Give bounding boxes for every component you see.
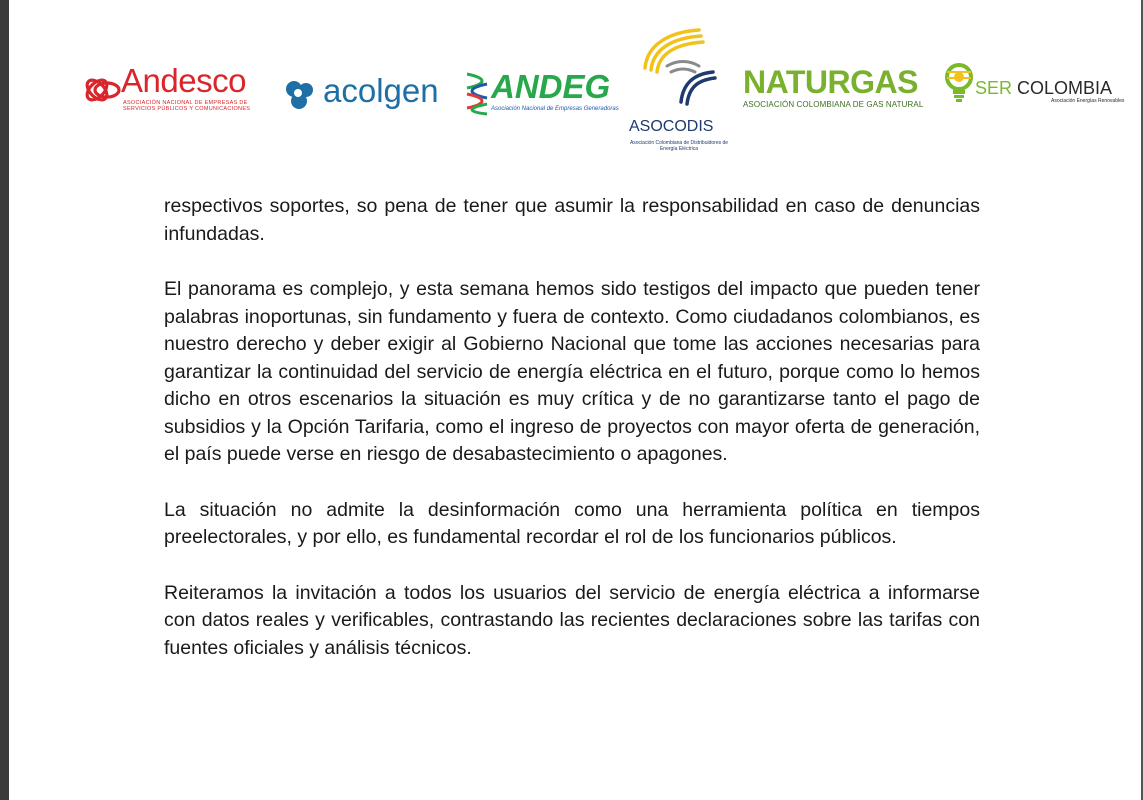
ser-colombia-logo bbox=[943, 62, 1133, 108]
andesco-name: Andesco bbox=[121, 62, 246, 99]
paragraph: Reiteramos la invitación a todos los usuarios del servicio de energía eléctrica a informarse con datos reales y verificables, contrastando las recientes declaraciones sobre las tarifas con fuentes oficiales y análisis técnicos. bbox=[164, 581, 980, 659]
paragraph: El panorama es complejo, y esta semana hemos sido testigos del impacto que pueden tener palabras inoportunas, sin fundamento y fuera de contexto. Como ciudadanos colombianos, es nuestro derecho y deber exigir al Gobierno Nacional que tome las acciones necesarias para garantizar la continuidad del servicio de energía eléctrica en el futuro, porque como lo hemos dicho en otros escenarios la situación es muy crítica y de no garantizarse tanto el pago de subsidios y la Opción Tarifaria, como el ingreso de proyectos con mayor oferta de generación, el país puede verse en riesgo de desabastecimiento o apagones. bbox=[164, 278, 980, 465]
acolgen-emblem-icon bbox=[283, 78, 319, 112]
andesco-logo bbox=[83, 62, 273, 116]
asocodis-subtitle: Asociación Colombiana de Distribuidores de Energía Eléctrica bbox=[629, 140, 729, 152]
ser-colombia-name bbox=[975, 78, 1112, 99]
andeg-logo bbox=[461, 70, 636, 120]
colombia-word: COLOMBIA bbox=[1012, 78, 1113, 98]
asocodis-name: ASOCODIS bbox=[629, 118, 714, 135]
ser-word: SER bbox=[975, 78, 1013, 98]
naturgas-subtitle: ASOCIACIÓN COLOMBIANA DE GAS NATURAL bbox=[743, 100, 924, 109]
acolgen-name: acolgen bbox=[323, 72, 439, 109]
andeg-spiral-icon bbox=[461, 70, 493, 116]
naturgas-name: NATURGAS bbox=[743, 64, 918, 100]
viewer-left-edge bbox=[0, 0, 9, 800]
andesco-subtitle: ASOCIACIÓN NACIONAL DE EMPRESAS DE SERVICIOS PÚBLICOS Y COMUNICACIONES bbox=[123, 100, 251, 112]
letter-body bbox=[164, 193, 980, 690]
paragraph: La situación no admite la desinformación como una herramienta política en tiempos preelectorales, y por ello, es fundamental recordar el rol de los funcionarios públicos. bbox=[164, 498, 980, 548]
paragraph: respectivos soportes, so pena de tener que asumir la responsabilidad en caso de denuncias infundadas. bbox=[164, 195, 980, 245]
acolgen-logo bbox=[283, 72, 453, 116]
document-page bbox=[9, 0, 1141, 800]
asocodis-arcs-icon bbox=[637, 26, 717, 110]
andeg-subtitle: Asociación Nacional de Empresas Generadoras bbox=[491, 106, 619, 112]
ser-colombia-subtitle: Asociación Energías Renovables bbox=[1051, 98, 1125, 104]
andeg-name: ANDEG bbox=[491, 68, 611, 105]
asocodis-logo bbox=[619, 26, 729, 156]
naturgas-logo bbox=[743, 64, 933, 110]
andesco-emblem-icon bbox=[83, 70, 123, 110]
lightbulb-icon bbox=[943, 62, 975, 106]
